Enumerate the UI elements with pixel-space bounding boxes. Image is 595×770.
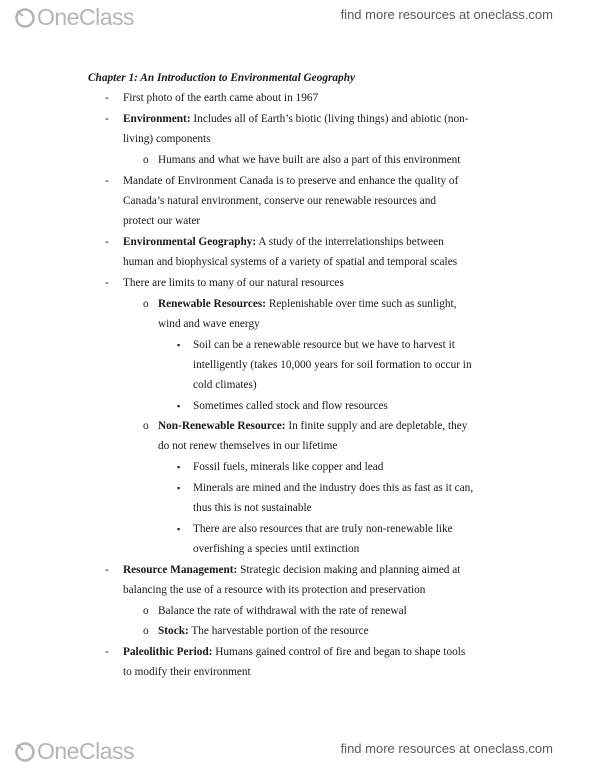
- sub-sub-bullet-text: There are also resources that are truly non-renewable like: [193, 523, 453, 535]
- bullet-text: There are limits to many of our natural resources: [123, 277, 344, 289]
- dash-bullet: -: [105, 92, 109, 104]
- brand-text: OneClass: [37, 738, 134, 764]
- circle-bullet: o: [143, 154, 149, 166]
- sub-bullet-text-cont: wind and wave energy: [158, 318, 260, 330]
- circle-bullet: o: [143, 298, 149, 310]
- term: Stock:: [158, 625, 189, 637]
- brand-text: OneClass: [37, 4, 134, 30]
- dash-bullet: -: [105, 564, 109, 576]
- definition-text: A study of the interrelationships between: [256, 236, 444, 248]
- sub-sub-bullet-text-cont: cold climates): [193, 379, 257, 391]
- definition-text: Strategic decision making and planning aimed at: [237, 564, 461, 576]
- term: Paleolithic Period:: [123, 646, 213, 658]
- definition-text: Humans gained control of fire and began to shape tools: [212, 646, 466, 658]
- circle-bullet: o: [143, 420, 149, 432]
- bullet-text: [123, 563, 460, 577]
- oneclass-o-icon: [14, 741, 36, 763]
- term: Renewable Resources:: [158, 298, 267, 310]
- term: Resource Management:: [123, 564, 238, 576]
- term: Environment:: [123, 113, 191, 125]
- circle-bullet: o: [143, 625, 149, 637]
- oneclass-logo: [14, 4, 134, 31]
- bullet-text-cont: Canada’s natural environment, conserve our renewable resources and: [123, 195, 437, 207]
- sub-sub-bullet-text: Minerals are mined and the industry does this as fast as it can,: [193, 482, 474, 494]
- dash-bullet: -: [105, 277, 109, 289]
- sub-bullet-text: Balance the rate of withdrawal with the rate of renewal: [158, 605, 407, 617]
- sub-bullet-text: Humans and what we have built are also a part of this environment: [158, 154, 461, 166]
- square-bullet: ▪: [177, 524, 181, 534]
- square-bullet: ▪: [177, 483, 181, 493]
- document-title: Chapter 1: An Introduction to Environmental Geography: [88, 72, 355, 84]
- sub-sub-bullet-text-cont: thus this is not sustainable: [193, 502, 312, 514]
- dash-bullet: -: [105, 646, 109, 658]
- square-bullet: ▪: [177, 462, 181, 472]
- sub-sub-bullet-text: Fossil fuels, minerals like copper and lead: [193, 461, 384, 473]
- square-bullet: ▪: [177, 340, 181, 350]
- bullet-text: First photo of the earth came about in 1967: [123, 92, 319, 104]
- bullet-text-cont: protect our water: [123, 215, 201, 227]
- oneclass-logo-footer: [14, 738, 134, 765]
- sub-bullet-text: [158, 624, 369, 638]
- bullet-text: [123, 112, 469, 126]
- bullet-text-cont: balancing the use of a resource with its protection and preservation: [123, 584, 426, 596]
- bullet-text: [123, 235, 444, 249]
- definition-text: Replenishable over time such as sunlight,: [266, 298, 457, 310]
- term: Non-Renewable Resource:: [158, 420, 286, 432]
- definition-text: The harvestable portion of the resource: [188, 625, 369, 637]
- square-bullet: ▪: [177, 401, 181, 411]
- bullet-text-cont: living) components: [123, 133, 211, 145]
- bullet-text: [123, 645, 465, 659]
- bullet-text-cont: to modify their environment: [123, 666, 251, 678]
- oneclass-o-icon: [14, 7, 36, 29]
- definition-text: In finite supply and are depletable, they: [285, 420, 468, 432]
- bullet-text: Mandate of Environment Canada is to preserve and enhance the quality of: [123, 175, 459, 187]
- sub-bullet-text: [158, 419, 467, 433]
- bullet-text-cont: human and biophysical systems of a variety of spatial and temporal scales: [123, 256, 458, 268]
- header-tagline[interactable]: find more resources at oneclass.com: [340, 7, 553, 22]
- sub-sub-bullet-text-cont: intelligently (takes 10,000 years for soil formation to occur in: [193, 359, 472, 371]
- term: Environmental Geography:: [123, 236, 257, 248]
- sub-sub-bullet-text-cont: overfishing a species until extinction: [193, 543, 360, 555]
- definition-text: Includes all of Earth’s biotic (living things) and abiotic (non-: [190, 113, 469, 125]
- sub-sub-bullet-text: Sometimes called stock and flow resources: [193, 400, 388, 412]
- dash-bullet: -: [105, 175, 109, 187]
- sub-bullet-text-cont: do not renew themselves in our lifetime: [158, 440, 338, 452]
- circle-bullet: o: [143, 605, 149, 617]
- dash-bullet: -: [105, 113, 109, 125]
- dash-bullet: -: [105, 236, 109, 248]
- sub-bullet-text: [158, 297, 457, 311]
- footer-tagline[interactable]: find more resources at oneclass.com: [340, 741, 553, 756]
- sub-sub-bullet-text: Soil can be a renewable resource but we have to harvest it: [193, 339, 455, 351]
